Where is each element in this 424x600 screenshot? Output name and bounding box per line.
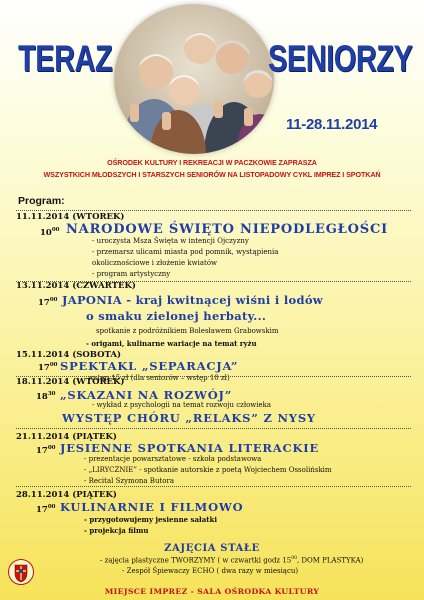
program-label: Program: bbox=[18, 195, 65, 207]
divider bbox=[16, 428, 411, 429]
event-title-second: WYSTĘP CHÓRU „RELAKS” Z NYSY bbox=[62, 411, 316, 425]
event-detail: - projekcja filmu bbox=[84, 526, 149, 535]
event-date: 13.11.2014 (CZWARTEK) bbox=[16, 281, 136, 291]
event-detail: - Recital Szymona Butora bbox=[84, 477, 175, 485]
event-time: $17^{00}$ bbox=[36, 445, 56, 456]
coat-of-arms-icon bbox=[8, 558, 34, 586]
title-seniorzy: SENIORZY bbox=[268, 38, 413, 79]
event-time: $18^{30}$ bbox=[36, 391, 56, 402]
event-detail: spotkanie z podróżnikiem Bolesławem Grabowskim bbox=[96, 327, 279, 335]
permanent-activity: - Zespół Śpiewaczy ECHO ( dwa razy w miesiącu) bbox=[122, 567, 299, 575]
event-detail: - przygotowujemy jesienne sałatki bbox=[84, 515, 218, 524]
seniors-photo bbox=[114, 4, 274, 154]
event-title: JESIENNE SPOTKANIA LITERACKIE bbox=[60, 441, 320, 455]
event-title: NARODOWE ŚWIĘTO NIEPODLEGŁOŚCI bbox=[66, 222, 388, 237]
event-detail: - origami, kulinarne wariacje na temat ryżu bbox=[86, 339, 257, 348]
title-teraz: TERAZ bbox=[18, 38, 113, 79]
seniors-photo-illustration bbox=[114, 4, 274, 154]
intro-line-2: WSZYSTKICH MŁODSZYCH I STARSZYCH SENIORÓW NA LISTOPADOWY CYKL IMPREZ I SPOTKAŃ bbox=[43, 170, 381, 179]
permanent-activity: - zajęcia plastyczne TWORZYMY ( w czwartki godz $15^{00}$, DOM PLASTYKA) bbox=[100, 556, 364, 565]
divider bbox=[16, 210, 411, 211]
event-detail: wstęp 15 zł (dla seniorów – wstęp 10 zł) bbox=[88, 374, 230, 382]
event-detail: - „LIRYCZNIE” - spotkanie autorskie z poetą Wojciechem Ossolińskim bbox=[84, 466, 332, 474]
event-date: 18.11.2014 (WTOREK) bbox=[16, 377, 125, 387]
event-detail: - wykład z psychologii na temat rozwoju człowieka bbox=[92, 401, 272, 409]
event-time: $17^{00}$ bbox=[38, 362, 58, 373]
event-title: SPEKTAKL „SEPARACJA” bbox=[60, 359, 239, 373]
event-detail: - uroczysta Msza Święta w intencji Ojczyzny bbox=[92, 237, 249, 245]
intro-line-1: OŚRODEK KULTURY I REKREACJI W PACZKOWIE ZAPRASZA bbox=[107, 158, 317, 167]
event-time: $10^{00}$ bbox=[40, 227, 60, 238]
event-date: 21.11.2014 (PIĄTEK) bbox=[16, 432, 117, 442]
event-title: KULINARNIE I FILMOWO bbox=[60, 500, 244, 514]
event-dates: 11-28.11.2014 bbox=[286, 116, 378, 133]
event-date: 28.11.2014 (PIĄTEK) bbox=[16, 490, 117, 500]
event-time: $17^{00}$ bbox=[38, 297, 58, 308]
event-date: 11.11.2014 (WTOREK) bbox=[16, 212, 125, 222]
event-title: JAPONIA - kraj kwitnącej wiśni i lodów bbox=[62, 293, 324, 307]
event-detail: - prezentacje powarsztatowe - szkoła podstawowa bbox=[84, 455, 262, 463]
event-title: „SKAZANI NA ROZWÓJ” bbox=[60, 388, 233, 402]
event-date: 15.11.2014 (SOBOTA) bbox=[16, 350, 121, 360]
permanent-activities-title: ZAJĘCIA STAŁE bbox=[164, 543, 260, 554]
event-title-continued: o smaku zielonej herbaty... bbox=[86, 309, 267, 323]
event-detail: - przemarsz ulicami miasta pod pomnik, wystąpienia bbox=[92, 248, 279, 256]
event-time: $17^{00}$ bbox=[36, 504, 56, 515]
event-venue: MIEJSCE IMPREZ - SALA OŚRODKA KULTURY bbox=[104, 587, 320, 596]
event-detail: okolicznościowe i złożenie kwiatów bbox=[92, 259, 218, 267]
event-detail: - program artystyczny bbox=[92, 270, 171, 278]
divider bbox=[16, 486, 411, 487]
